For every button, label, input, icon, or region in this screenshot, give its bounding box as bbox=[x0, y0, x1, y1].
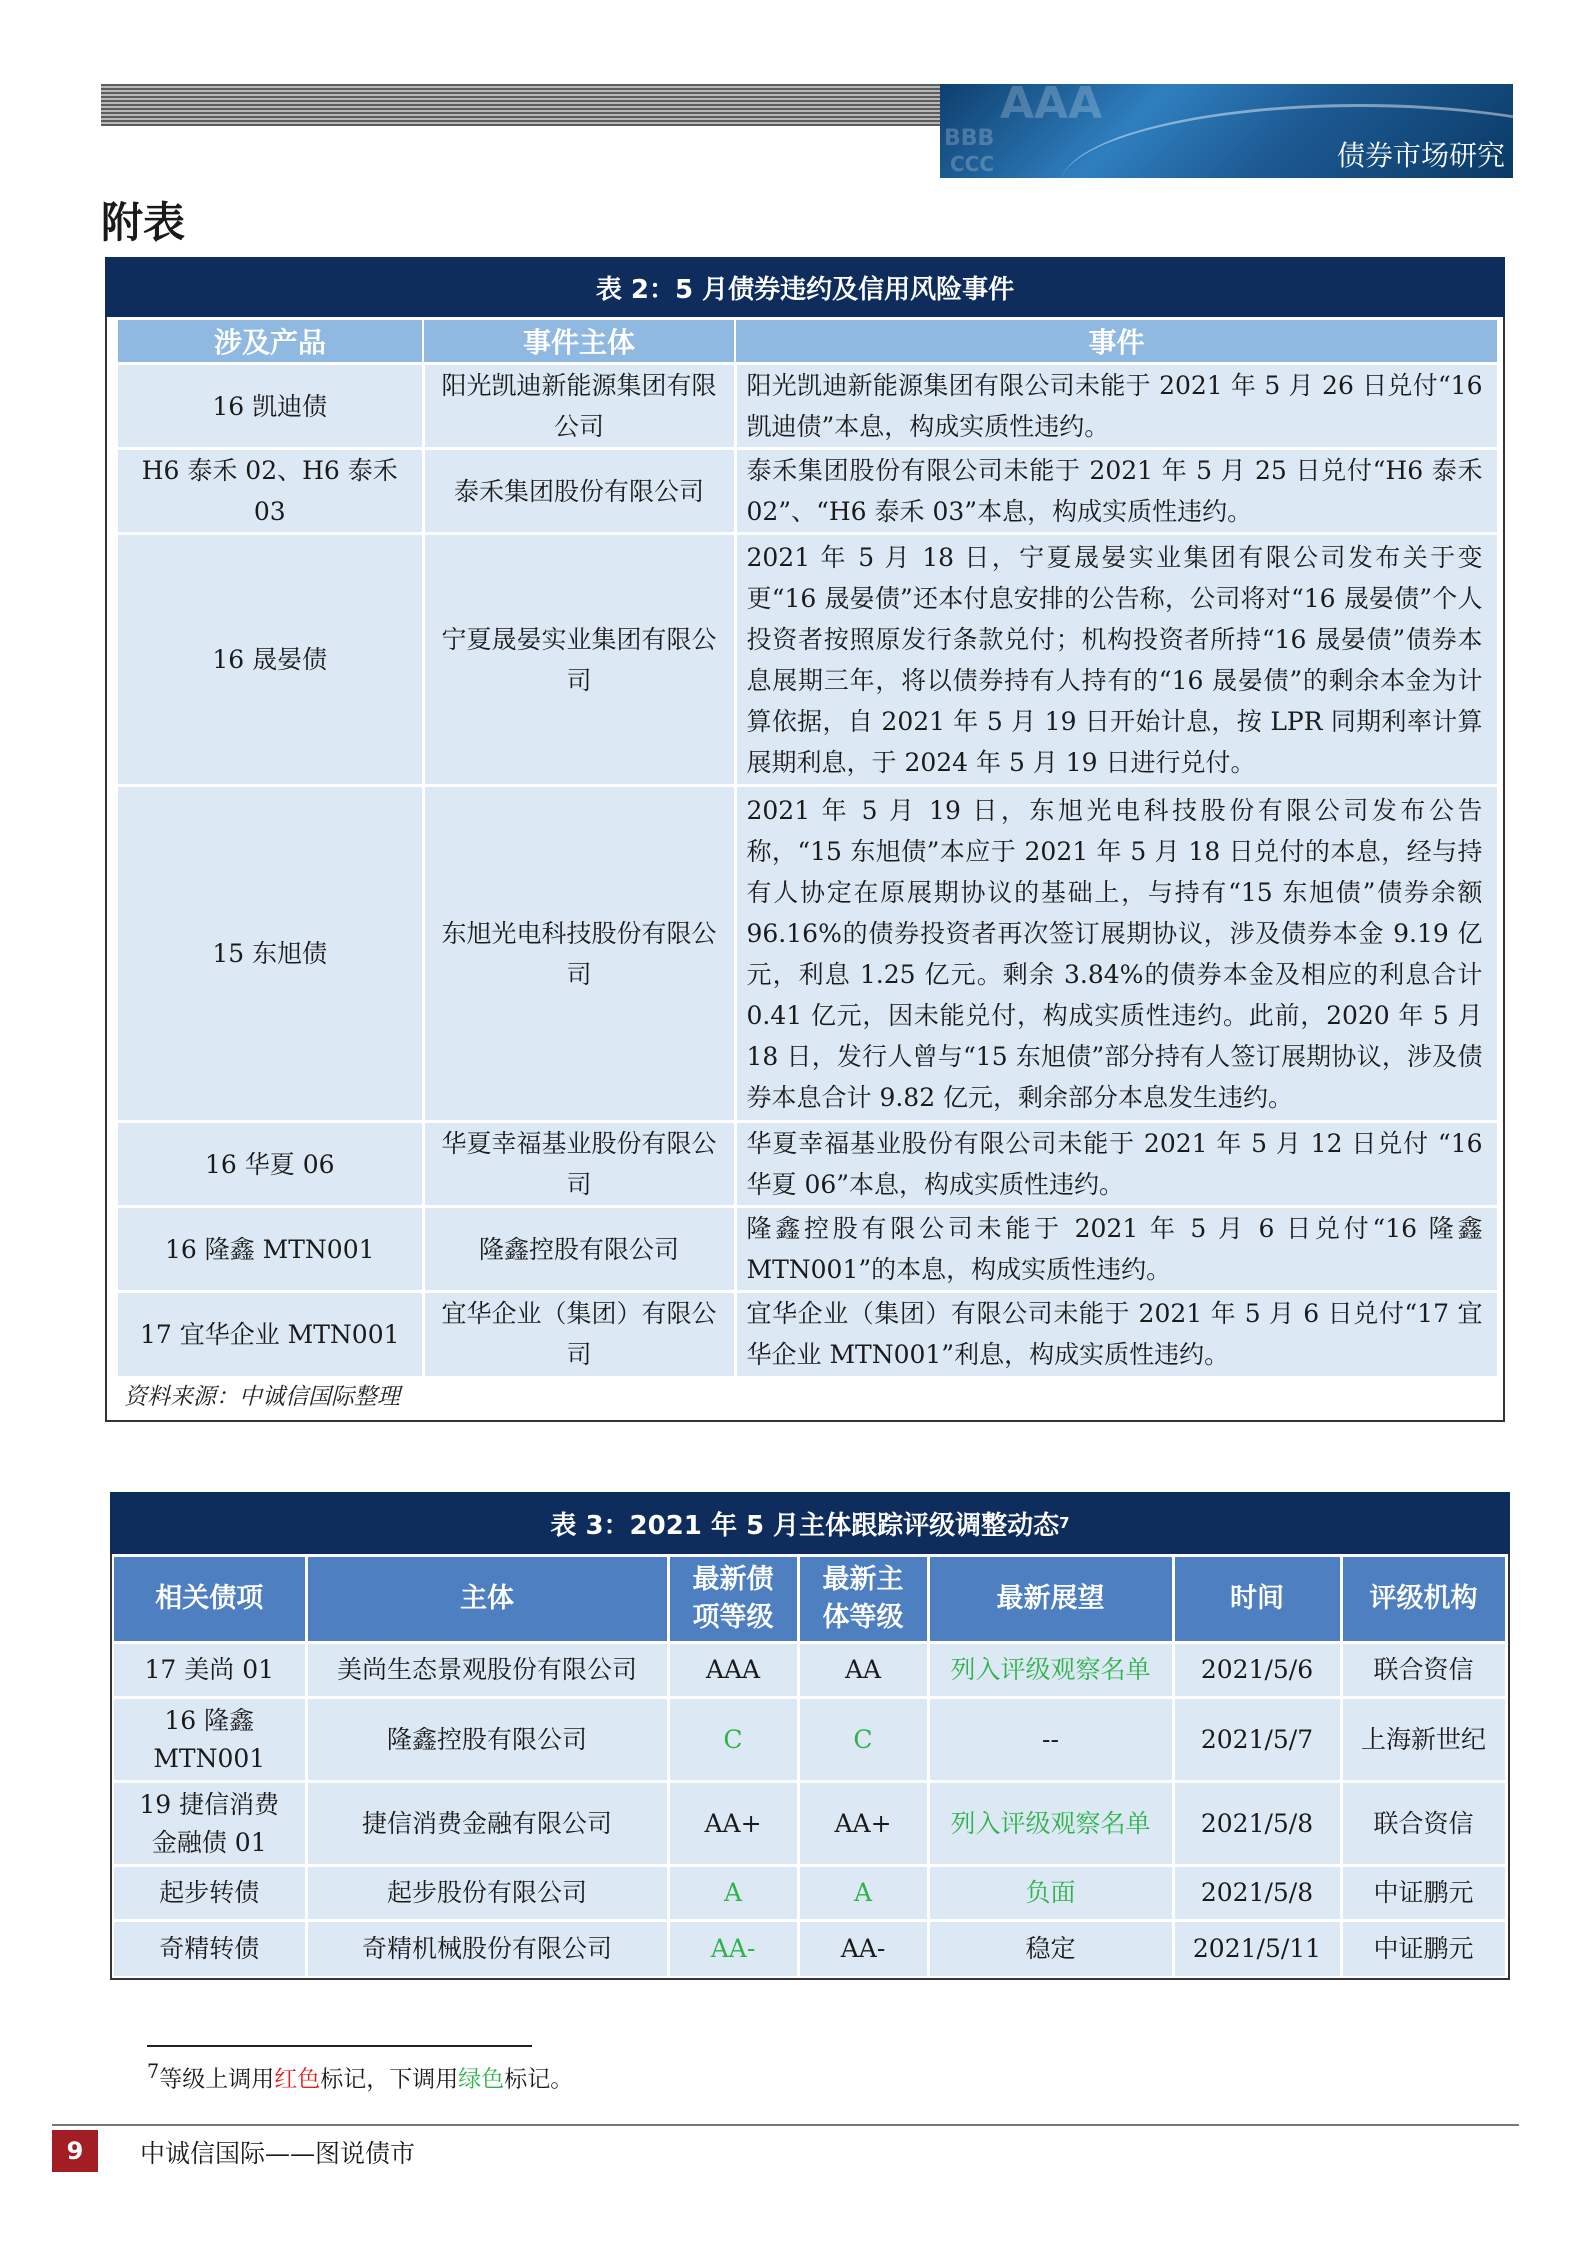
cell-entity: 奇精机械股份有限公司 bbox=[306, 1921, 668, 1976]
cell-product: 17 宜华企业 MTN001 bbox=[118, 1292, 423, 1376]
footnote bbox=[147, 2060, 573, 2094]
footnote-rule bbox=[147, 2045, 532, 2047]
cell-entity: 华夏幸福基业股份有限公司 bbox=[423, 1122, 735, 1207]
table2 bbox=[118, 320, 1500, 1376]
cell-entity-rating: AA+ bbox=[798, 1782, 928, 1866]
table-row bbox=[114, 1698, 1506, 1782]
cell-entity: 隆鑫控股有限公司 bbox=[306, 1698, 668, 1782]
cell-agency: 联合资信 bbox=[1341, 1643, 1506, 1698]
cell-bond-rating: AAA bbox=[668, 1643, 798, 1698]
cell-event: 宜华企业（集团）有限公司未能于 2021 年 5 月 6 日兑付“17 宜华企业 MTN001”利息，构成实质性违约。 bbox=[735, 1292, 1498, 1376]
table3-title bbox=[110, 1492, 1510, 1554]
table-row bbox=[114, 1921, 1506, 1976]
footer-text: 中诚信国际——图说债市 bbox=[140, 2139, 416, 2168]
footnote-text-2: 标记，下调用 bbox=[320, 2066, 459, 2093]
table3-header-entity: 主体 bbox=[306, 1557, 668, 1643]
cell-outlook: 列入评级观察名单 bbox=[928, 1643, 1173, 1698]
cell-agency: 中证鹏元 bbox=[1341, 1866, 1506, 1921]
cell-product: 16 隆鑫 MTN001 bbox=[118, 1207, 423, 1292]
table2-header-event: 事件 bbox=[735, 320, 1498, 364]
cell-outlook: 负面 bbox=[928, 1866, 1173, 1921]
page-heading: 附表 bbox=[101, 198, 186, 247]
cell-date: 2021/5/8 bbox=[1173, 1782, 1341, 1866]
cell-product: 16 华夏 06 bbox=[118, 1122, 423, 1207]
cell-bond: 16 隆鑫 MTN001 bbox=[114, 1698, 306, 1782]
table-row bbox=[118, 449, 1498, 534]
cell-event: 阳光凯迪新能源集团有限公司未能于 2021 年 5 月 26 日兑付“16 凯迪债”本息，构成实质性违约。 bbox=[735, 364, 1498, 449]
table3-header-entity-rating: 最新主体等级 bbox=[798, 1557, 928, 1643]
page-number-badge: 9 bbox=[52, 2130, 98, 2172]
footnote-text-3: 标记。 bbox=[504, 2066, 574, 2093]
cell-product: 16 凯迪债 bbox=[118, 364, 423, 449]
table-row bbox=[118, 786, 1498, 1122]
table-row bbox=[118, 1292, 1498, 1376]
banner-deco-aaa: AAA bbox=[1000, 84, 1103, 129]
table-row bbox=[114, 1782, 1506, 1866]
table-row bbox=[118, 1207, 1498, 1292]
cell-entity: 捷信消费金融有限公司 bbox=[306, 1782, 668, 1866]
cell-bond: 奇精转债 bbox=[114, 1921, 306, 1976]
cell-outlook: 列入评级观察名单 bbox=[928, 1782, 1173, 1866]
table3-header-agency: 评级机构 bbox=[1341, 1557, 1506, 1643]
cell-date: 2021/5/6 bbox=[1173, 1643, 1341, 1698]
table3-header-bond: 相关债项 bbox=[114, 1557, 306, 1643]
table3-title-text: 表 3：2021 年 5 月主体跟踪评级调整动态 bbox=[550, 1510, 1060, 1541]
cell-entity: 起步股份有限公司 bbox=[306, 1866, 668, 1921]
cell-bond: 起步转债 bbox=[114, 1866, 306, 1921]
table2-source-note: 资料来源：中诚信国际整理 bbox=[124, 1384, 400, 1410]
header-banner bbox=[940, 84, 1513, 178]
cell-bond-rating: AA+ bbox=[668, 1782, 798, 1866]
footnote-mark: 7 bbox=[147, 2060, 160, 2083]
footnote-text-1: 等级上调用 bbox=[159, 2066, 275, 2093]
cell-entity-rating: A bbox=[798, 1866, 928, 1921]
cell-bond: 17 美尚 01 bbox=[114, 1643, 306, 1698]
banner-title: 债券市场研究 bbox=[1336, 139, 1505, 172]
cell-agency: 联合资信 bbox=[1341, 1782, 1506, 1866]
cell-bond: 19 捷信消费金融债 01 bbox=[114, 1782, 306, 1866]
cell-agency: 上海新世纪 bbox=[1341, 1698, 1506, 1782]
cell-bond-rating: A bbox=[668, 1866, 798, 1921]
cell-event: 2021 年 5 月 18 日，宁夏晟晏实业集团有限公司发布关于变更“16 晟晏债”还本付息安排的公告称，公司将对“16 晟晏债”个人投资者按照原发行条款兑付；机构投资者所持“16 晟晏债”债券本息展期三年，将以债券持有人持有的“16 晟晏债”的剩余本金为计算依据，自 2021 年 5 月 19 日开始计息，按 LPR 同期利率计算展期利息，于 2024 年 5 月 19 日进行兑付。 bbox=[735, 534, 1498, 786]
cell-entity: 美尚生态景观股份有限公司 bbox=[306, 1643, 668, 1698]
table3 bbox=[114, 1557, 1508, 1976]
cell-entity: 阳光凯迪新能源集团有限公司 bbox=[423, 364, 735, 449]
cell-product: 15 东旭债 bbox=[118, 786, 423, 1122]
table-row bbox=[118, 364, 1498, 449]
footer-rule bbox=[52, 2124, 1519, 2126]
cell-entity: 宁夏晟晏实业集团有限公司 bbox=[423, 534, 735, 786]
cell-entity-rating: AA bbox=[798, 1643, 928, 1698]
cell-entity: 泰禾集团股份有限公司 bbox=[423, 449, 735, 534]
footnote-red-word: 红色 bbox=[274, 2066, 321, 2093]
cell-outlook: -- bbox=[928, 1698, 1173, 1782]
table3-header-bond-rating: 最新债项等级 bbox=[668, 1557, 798, 1643]
table-row bbox=[114, 1866, 1506, 1921]
cell-date: 2021/5/11 bbox=[1173, 1921, 1341, 1976]
cell-date: 2021/5/8 bbox=[1173, 1866, 1341, 1921]
table-row bbox=[118, 1122, 1498, 1207]
cell-entity-rating: C bbox=[798, 1698, 928, 1782]
cell-product: H6 泰禾 02、H6 泰禾 03 bbox=[118, 449, 423, 534]
cell-entity: 隆鑫控股有限公司 bbox=[423, 1207, 735, 1292]
cell-event: 泰禾集团股份有限公司未能于 2021 年 5 月 25 日兑付“H6 泰禾 02”、“H6 泰禾 03”本息，构成实质性违约。 bbox=[735, 449, 1498, 534]
table3-header-date: 时间 bbox=[1173, 1557, 1341, 1643]
cell-bond-rating: AA- bbox=[668, 1921, 798, 1976]
cell-entity: 东旭光电科技股份有限公司 bbox=[423, 786, 735, 1122]
cell-product: 16 晟晏债 bbox=[118, 534, 423, 786]
cell-event: 华夏幸福基业股份有限公司未能于 2021 年 5 月 12 日兑付 “16 华夏 06”本息，构成实质性违约。 bbox=[735, 1122, 1498, 1207]
header-stripes bbox=[101, 84, 941, 126]
banner-deco-bbb: BBB bbox=[944, 126, 995, 151]
table3-footnote-mark: 7 bbox=[1059, 1514, 1070, 1532]
banner-deco-ccc: CCC bbox=[950, 152, 995, 176]
cell-event: 隆鑫控股有限公司未能于 2021 年 5 月 6 日兑付“16 隆鑫 MTN001”的本息，构成实质性违约。 bbox=[735, 1207, 1498, 1292]
cell-agency: 中证鹏元 bbox=[1341, 1921, 1506, 1976]
table2-header-entity: 事件主体 bbox=[423, 320, 735, 364]
table2-header-product: 涉及产品 bbox=[118, 320, 423, 364]
cell-event: 2021 年 5 月 19 日，东旭光电科技股份有限公司发布公告称，“15 东旭债”本应于 2021 年 5 月 18 日兑付的本息，经与持有人协定在原展期协议的基础上，与持有“15 东旭债”债券余额 96.16%的债券投资者再次签订展期协议，涉及债券本金 9.19 亿元，利息 1.25 亿元。剩余 3.84%的债券本金及相应的利息合计 0.41 亿元，因未能兑付，构成实质性违约。此前，2020 年 5 月 18 日，发行人曾与“15 东旭债”部分持有人签订展期协议，涉及债券本息合计 9.82 亿元，剩余部分本息发生违约。 bbox=[735, 786, 1498, 1122]
table-row bbox=[114, 1643, 1506, 1698]
cell-entity-rating: AA- bbox=[798, 1921, 928, 1976]
cell-outlook: 稳定 bbox=[928, 1921, 1173, 1976]
cell-date: 2021/5/7 bbox=[1173, 1698, 1341, 1782]
table3-header-outlook: 最新展望 bbox=[928, 1557, 1173, 1643]
cell-entity: 宜华企业（集团）有限公司 bbox=[423, 1292, 735, 1376]
table-row bbox=[118, 534, 1498, 786]
footnote-green-word: 绿色 bbox=[458, 2066, 505, 2093]
table2-title: 表 2：5 月债券违约及信用风险事件 bbox=[105, 257, 1505, 317]
cell-bond-rating: C bbox=[668, 1698, 798, 1782]
